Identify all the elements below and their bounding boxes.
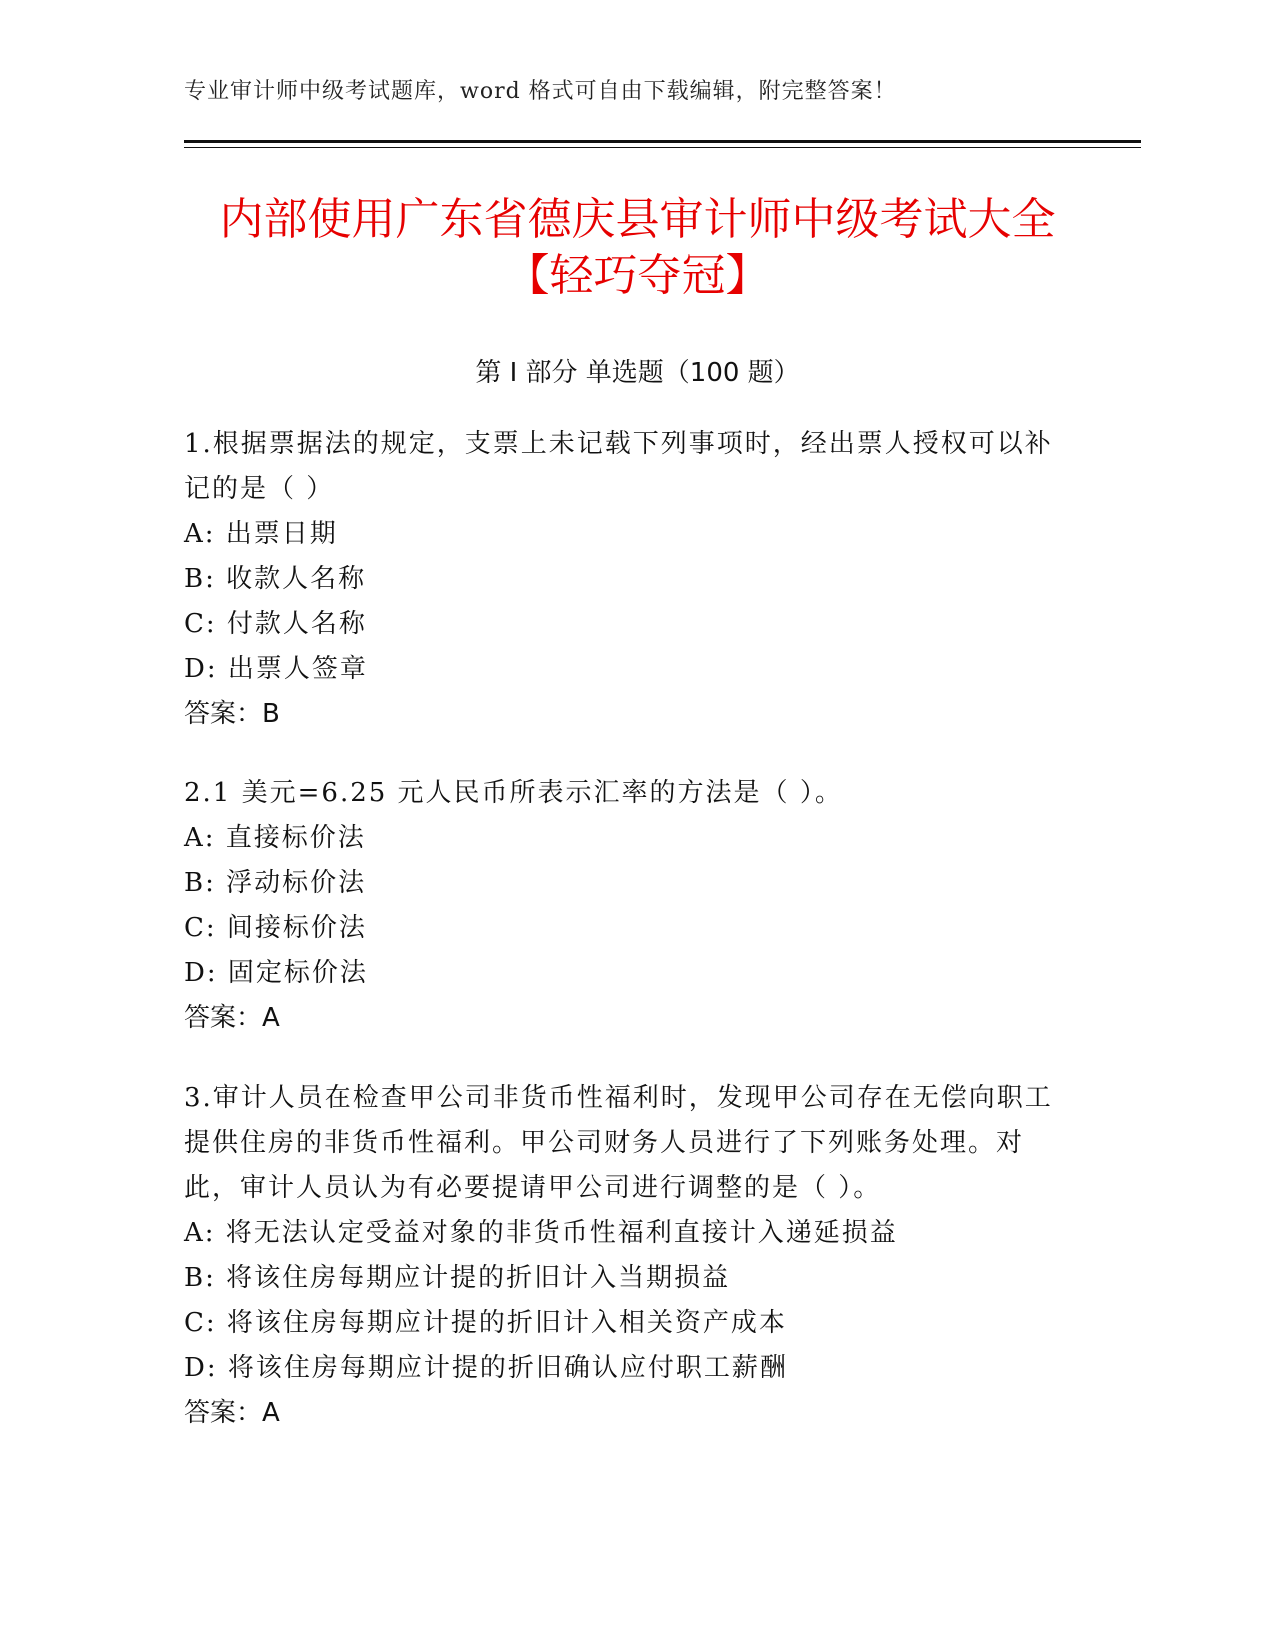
option-b: B: 将该住房每期应计提的折旧计入当期损益 — [184, 1263, 731, 1293]
question-stem: 3.审计人员在检查甲公司非货币性福利时，发现甲公司存在无偿向职工提供住房的非货币性福利。甲公司财务人员进行了下列账务处理。对此，审计人员认为有必要提请甲公司进行调整的是（ ）。 — [184, 1083, 1053, 1203]
answer: 答案：A — [184, 1398, 280, 1428]
header-rule-thick — [184, 140, 1141, 143]
question-stem: 1.根据票据法的规定，支票上未记载下列事项时，经出票人授权可以补记的是（ ） — [184, 429, 1053, 504]
option-a: A: 将无法认定受益对象的非货币性福利直接计入递延损益 — [184, 1218, 898, 1248]
question-stem: 2.1 美元=6.25 元人民币所表示汇率的方法是（ ）。 — [184, 778, 843, 808]
option-d: D: 出票人签章 — [184, 654, 368, 684]
document-title-line2: 【轻巧夺冠】 — [505, 250, 770, 301]
answer: 答案：A — [184, 1003, 280, 1033]
option-d: D: 将该住房每期应计提的折旧确认应付职工薪酬 — [184, 1353, 788, 1383]
option-b: B: 浮动标价法 — [184, 868, 367, 898]
option-a: A: 出票日期 — [184, 519, 338, 549]
option-c: C: 将该住房每期应计提的折旧计入相关资产成本 — [184, 1308, 787, 1338]
header-rule-thin — [184, 147, 1141, 148]
document-title-line1: 内部使用广东省德庆县审计师中级考试大全 — [219, 194, 1056, 245]
question-3 — [184, 1076, 1064, 1436]
header-note: 专业审计师中级考试题库，word 格式可自由下载编辑，附完整答案！ — [184, 79, 897, 104]
answer: 答案：B — [184, 699, 280, 729]
question-2 — [184, 771, 1064, 1041]
option-b: B: 收款人名称 — [184, 564, 367, 594]
option-d: D: 固定标价法 — [184, 958, 368, 988]
option-c: C: 间接标价法 — [184, 913, 367, 943]
document-title — [120, 192, 1155, 304]
section-heading: 第 I 部分 单选题（100 题） — [475, 358, 800, 388]
question-1 — [184, 422, 1064, 737]
option-a: A: 直接标价法 — [184, 823, 366, 853]
option-c: C: 付款人名称 — [184, 609, 367, 639]
